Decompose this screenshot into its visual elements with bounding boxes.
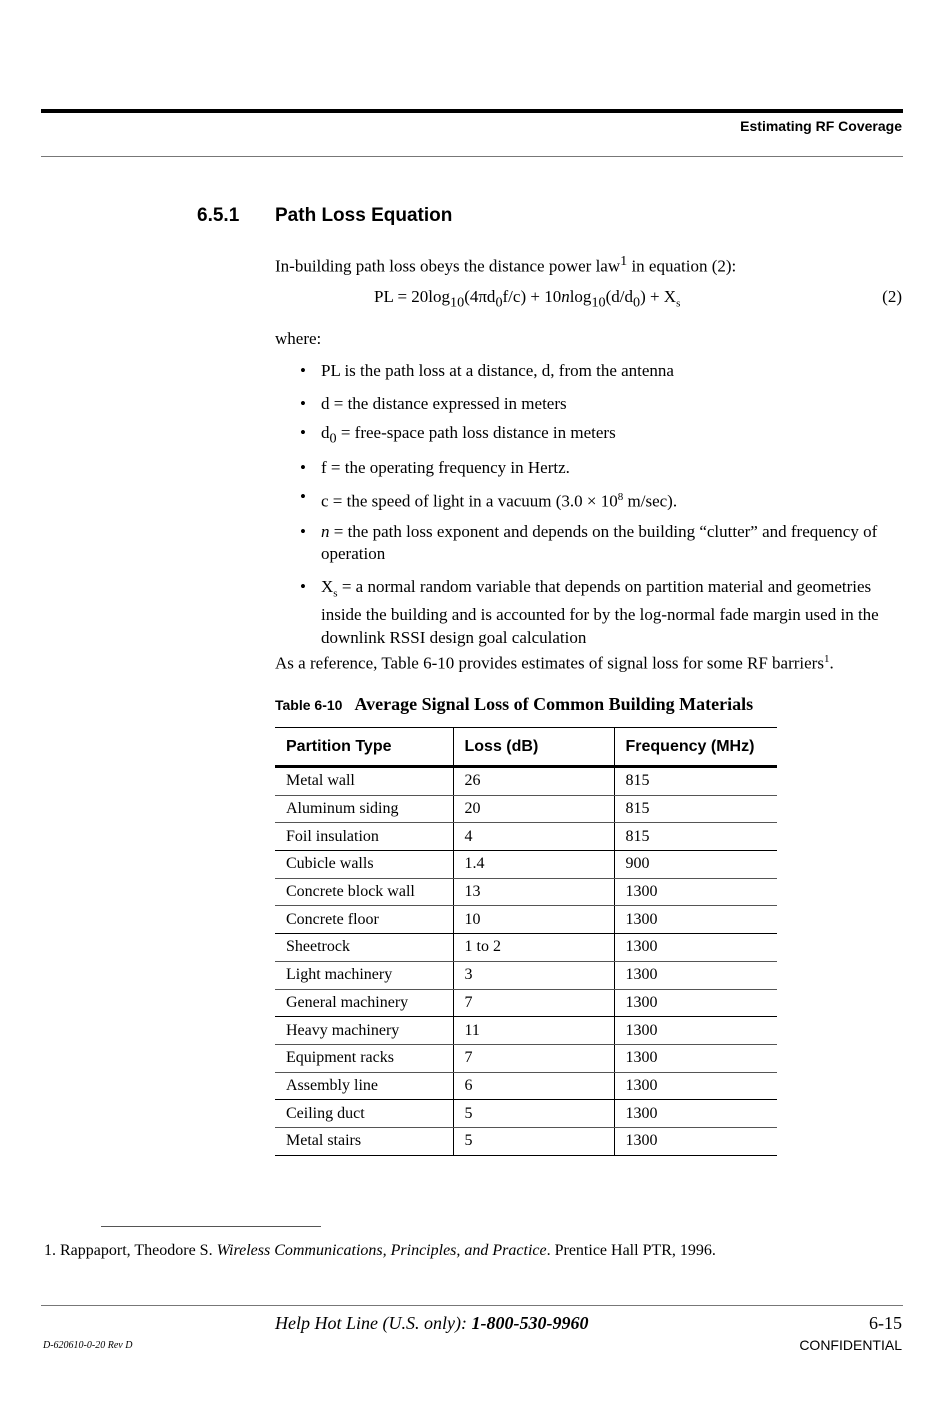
column-header-frequency: Frequency (MHz) [614,728,777,767]
list-item: • d = the distance expressed in meters [300,393,910,416]
table-row: Equipment racks 7 1300 [275,1044,777,1072]
list-item: • $X_s = a$ normal random variable that depends on partition material and geometries inside the building and is accounted for by the log-normal fade margin used in the downlink RSSI design goal calculation [300,576,879,647]
section-number: 6.5.1 [197,205,240,226]
equation-number: (2) [882,287,902,306]
table-row: Ceiling duct 5 1300 [275,1100,777,1128]
bullet-icon: • [300,457,306,477]
list-item: • PL is the path loss at a distance, d, from the antenna [300,360,910,383]
reference-paragraph: As a reference, Table 6-10 provides estimates of signal loss for some RF barriers$^1$. [275,653,834,673]
table-row: Aluminum siding 20 815 [275,795,777,823]
bullet-icon: • [300,487,306,507]
running-header: Estimating RF Coverage [740,118,902,134]
page-number: 6-15 [869,1313,902,1333]
table-label: Table 6-10 [275,697,343,713]
confidential-label: CONFIDENTIAL [799,1337,902,1353]
header-top-rule [41,109,903,113]
bullet-icon: • [300,361,306,380]
table-row: Sheetrock 1 to 2 1300 [275,934,777,962]
header-bottom-rule [41,156,903,157]
column-header-partition-type: Partition Type [275,728,453,767]
footnote-rule [101,1226,321,1227]
reference-footnote-ref[interactable]: 1 [823,653,830,665]
table-row: Concrete floor 10 1300 [275,906,777,934]
footer-rule [41,1305,903,1306]
footnote-book-title: Wireless Communications, Principles, and Practice [216,1242,547,1259]
help-hotline: Help Hot Line (U.S. only): 1-800-530-9960 [275,1313,589,1333]
table-row: General machinery 7 1300 [275,989,777,1017]
list-item: • f = the operating frequency in Hertz. [300,457,910,480]
table-row: Concrete block wall 13 1300 [275,878,777,906]
footnote: 1. Rappaport, Theodore S. Wireless Communications, Principles, and Practice. Prentice Hall PTR, 1996. [44,1242,716,1259]
table-header-row [275,728,777,767]
path-loss-equation: PL = $20\log_{10}(4\pi d_0f/c) + 10nlog_{10}(d/d_0) + X_s$ [374,287,681,311]
bullet-icon: • [300,423,306,442]
table-row: Foil insulation 4 815 [275,823,777,851]
table-title: Average Signal Loss of Common Building Materials [354,694,754,714]
bullet-icon: • [300,576,306,596]
table-row: Assembly line 6 1300 [275,1072,777,1100]
help-hotline-number[interactable]: 1-800-530-9960 [471,1313,589,1333]
variable-definitions-list [300,360,910,649]
list-item: • $d_0$ = free-space path loss distance in meters [300,423,616,447]
intro-paragraph [275,250,736,278]
bullet-icon: • [300,521,306,541]
table-row: Metal stairs 5 1300 [275,1127,777,1155]
bullet-icon: • [300,393,306,413]
table-row: Cubicle walls 1.4 900 [275,851,777,879]
table-row: Light machinery 3 1300 [275,961,777,989]
list-item: • n = the path loss exponent and depends on the building “clutter” and frequency of operation [300,521,878,564]
list-item: • c = the speed of light in a vacuum ($3.0 \times 10^8$ m/sec). [300,487,678,512]
document-id: D-620610-0-20 Rev D [43,1340,133,1351]
where-label: where: [275,329,322,348]
intro-text: In-building path loss obeys the distance power law [275,256,621,276]
intro-footnote-ref[interactable]: 1 [620,253,628,269]
signal-loss-table [275,727,777,1156]
table-row: Metal wall 26 815 [275,767,777,796]
table-caption [275,694,753,715]
intro-text-end: in equation (2): [627,256,737,276]
section-title: Path Loss Equation [275,205,453,226]
table-row: Heavy machinery 11 1300 [275,1017,777,1045]
column-header-loss: Loss (dB) [453,728,614,767]
